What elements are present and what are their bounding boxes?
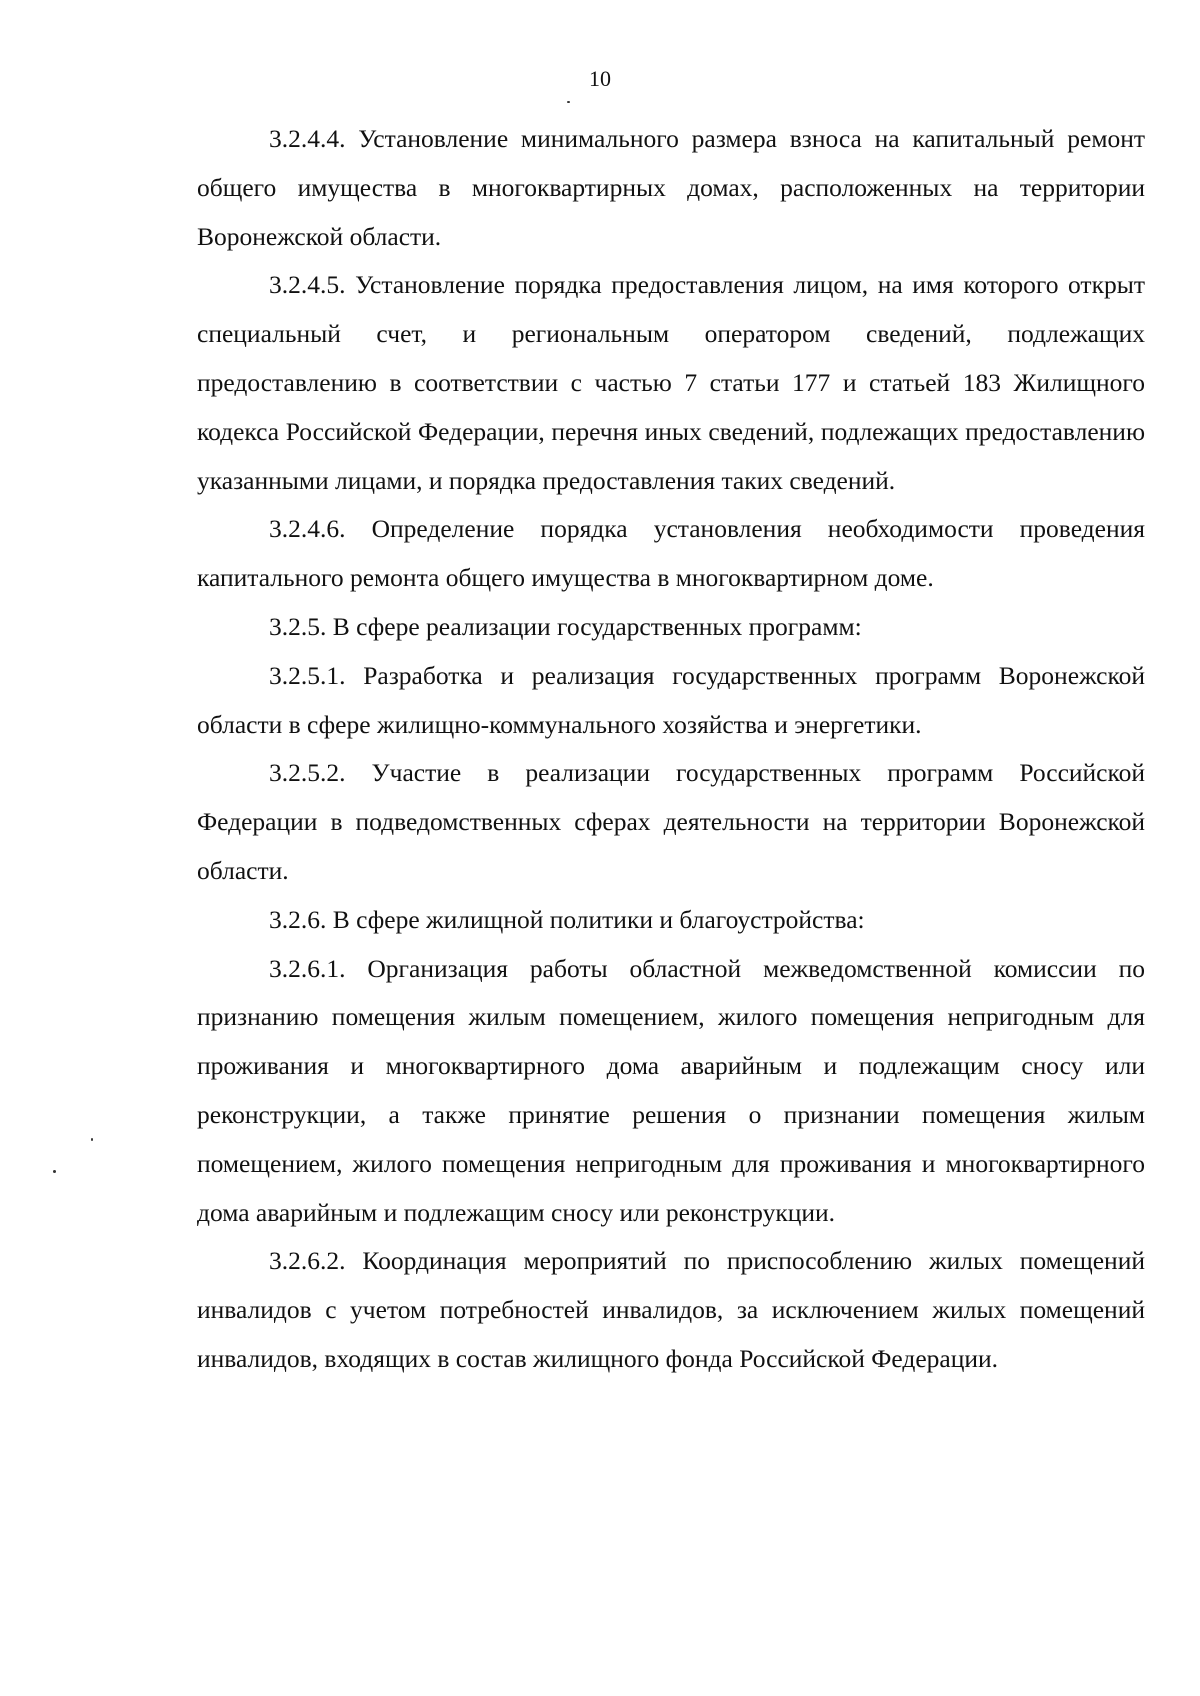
paragraph-3-2-4-5: 3.2.4.5. Установление порядка предоставления лицом, на имя которого открыт специальный счет, и региональным оператором сведений, подлежащих предоставлению в соответствии с частью 7 статьи 177 и статьей 183 Жилищного кодекса Российской Федерации, перечня иных сведений, подлежащих предоставлению указанными лицами, и порядка предоставления таких сведений.: [197, 270, 1145, 495]
page-number: 10: [589, 66, 611, 91]
scan-speck: [53, 1170, 56, 1173]
paragraph-3-2-5-1: 3.2.5.1. Разработка и реализация государственных программ Воронежской области в сфере жилищно-коммунального хозяйства и энергетики.: [197, 660, 1145, 739]
paragraph-3-2-6-2: 3.2.6.2. Координация мероприятий по приспособлению жилых помещений инвалидов с учетом потребностей инвалидов, за исключением жилых помещений инвалидов, входящих в состав жилищного фонда Российской Федерации.: [197, 1246, 1145, 1373]
scan-speck: [91, 1138, 93, 1141]
section-heading-3-2-5: 3.2.5. В сфере реализации государственных программ:: [269, 611, 862, 641]
paragraph-3-2-4-4: 3.2.4.4. Установление минимального размера взноса на капитальный ремонт общего имущества в многоквартирных домах, расположенных на территории Воронежской области.: [197, 124, 1145, 251]
scan-speck: [567, 101, 570, 103]
paragraph-3-2-4-6: 3.2.4.6. Определение порядка установления необходимости проведения капитального ремонта общего имущества в многоквартирном доме.: [197, 514, 1145, 593]
section-heading-3-2-6: 3.2.6. В сфере жилищной политики и благоустройства:: [269, 904, 865, 934]
document-body: [197, 115, 1145, 1384]
paragraph-3-2-5-2: 3.2.5.2. Участие в реализации государственных программ Российской Федерации в подведомственных сферах деятельности на территории Воронежской области.: [197, 758, 1145, 885]
paragraph-3-2-6-1: 3.2.6.1. Организация работы областной межведомственной комиссии по признанию помещения жилым помещением, жилого помещения непригодным для проживания и многоквартирного дома аварийным и подлежащим сносу или реконструкции, а также принятие решения о признании помещения жилым помещением, жилого помещения непригодным для проживания и многоквартирного дома аварийным и подлежащим сносу или реконструкции.: [197, 953, 1145, 1227]
